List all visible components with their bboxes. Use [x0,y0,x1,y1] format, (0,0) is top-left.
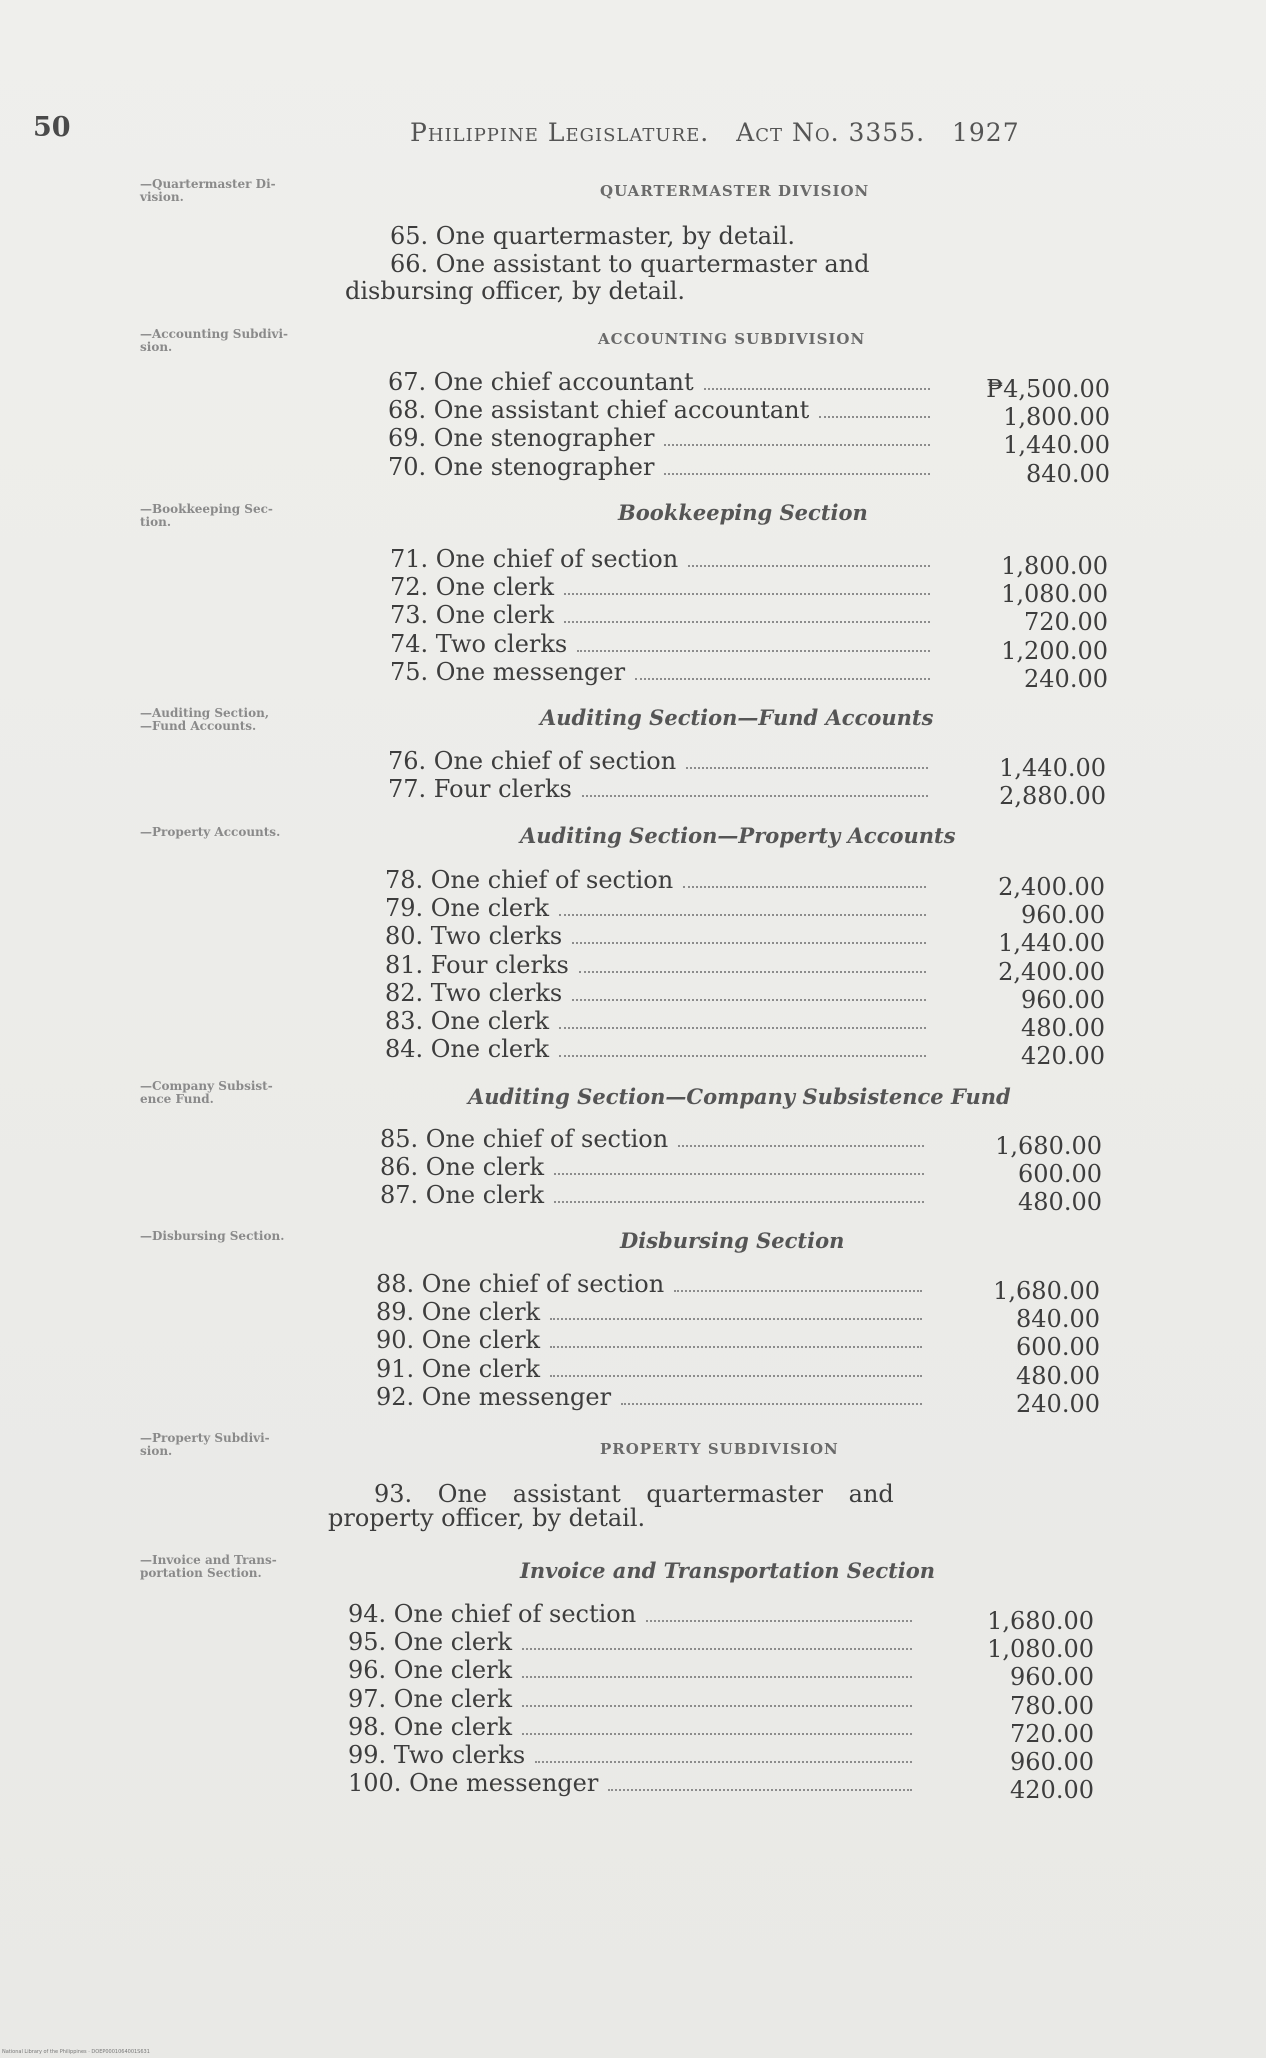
item-96-text: 96. One clerk [348,1656,513,1685]
item-72 [390,573,930,601]
heading-property-subdivision: PROPERTY SUBDIVISION [600,1440,839,1458]
header-act: Act No. 3355. [736,118,926,147]
dot-leader [522,1676,912,1678]
item-71-text: 71. One chief of section [390,545,679,573]
margin-note-quartermaster: —Quartermaster Di- vision. [140,177,276,204]
item-70 [388,453,930,481]
dot-leader [664,473,930,475]
item-77 [388,775,928,803]
item-74 [390,630,930,658]
item-78 [385,866,926,894]
item-83 [385,1007,926,1035]
item-79-amount: 960.00 [1021,901,1105,930]
item-75-amount: 240.00 [1024,664,1108,693]
item-68-text: 68. One assistant chief accountant [388,396,810,425]
item-74-amount: 1,200.00 [1001,636,1108,665]
dot-leader [522,1733,912,1735]
item-87-amount: 480.00 [1018,1188,1102,1217]
dot-leader [559,914,926,916]
item-72-amount: 1,080.00 [1001,580,1108,609]
dot-leader [688,565,930,567]
item-83-amount: 480.00 [1021,1014,1105,1042]
item-90-text: 90. One clerk [376,1326,541,1355]
item-81-text: 81. Four clerks [385,950,569,979]
item-81 [385,951,926,979]
item-91-text: 91. One clerk [376,1354,541,1383]
heading-quartermaster-division: QUARTERMASTER DIVISION [600,182,870,200]
item-100-text: 100. One messenger [348,1769,599,1798]
item-96-amount: 960.00 [1010,1663,1094,1692]
item-97-text: 97. One clerk [348,1684,513,1713]
item-99 [348,1741,912,1769]
item-79-text: 79. One clerk [385,894,550,923]
item-78-amount: 2,400.00 [998,873,1105,901]
running-header [410,118,1038,147]
item-77-amount: 2,880.00 [999,782,1106,811]
item-98-amount: 720.00 [1010,1719,1094,1748]
item-89-amount: 840.00 [1016,1305,1100,1334]
item-73 [390,601,930,629]
item-68-amount: 1,800.00 [1003,403,1110,432]
heading-company-subsistence-fund: Auditing Section—Company Subsistence Fund [468,1084,1011,1109]
item-66: 66. One assistant to quartermaster and [390,250,870,278]
item-99-amount: 960.00 [1010,1748,1094,1776]
item-87 [380,1181,924,1209]
item-88-amount: 1,680.00 [993,1277,1100,1305]
item-76-text: 76. One chief of section [388,747,677,775]
dot-leader [554,1201,924,1203]
item-87-text: 87. One clerk [380,1181,545,1210]
margin-note-accounting: —Accounting Subdivi- sion. [140,327,289,354]
item-69-amount: 1,440.00 [1003,431,1110,460]
dot-leader [564,593,930,595]
item-82-amount: 960.00 [1021,985,1105,1014]
margin-note-disbursing: —Disbursing Section. [140,1229,285,1243]
item-67-text: 67. One chief accountant [388,368,694,396]
margin-note-property-accounts: —Property Accounts. [140,825,281,839]
item-77-text: 77. Four clerks [388,775,572,804]
item-72-text: 72. One clerk [390,573,555,602]
heading-accounting-subdivision: ACCOUNTING SUBDIVISION [598,330,866,348]
heading-auditing-fund-accounts: Auditing Section—Fund Accounts [540,705,934,730]
item-97-amount: 780.00 [1010,1691,1094,1720]
item-93: 93. One assistant quartermaster and [374,1480,894,1508]
item-92-text: 92. One messenger [376,1382,612,1411]
item-67 [388,368,930,396]
item-91-amount: 480.00 [1016,1361,1100,1390]
item-94 [348,1600,912,1628]
item-95 [348,1628,912,1656]
dot-leader [564,621,930,623]
item-85-text: 85. One chief of section [380,1125,669,1153]
item-80-amount: 1,440.00 [998,929,1105,958]
footer-source-line: National Library of the Philippines · DOEP0001064001S631 [2,2049,150,2055]
dot-leader [522,1705,912,1707]
item-94-amount: 1,680.00 [987,1607,1094,1635]
item-90-amount: 600.00 [1016,1333,1100,1362]
item-93-continued: property officer, by detail. [328,1504,646,1532]
item-80-text: 80. Two clerks [385,922,563,951]
item-98-text: 98. One clerk [348,1712,513,1741]
item-99-text: 99. Two clerks [348,1741,526,1769]
dot-leader [550,1346,922,1348]
item-98 [348,1713,912,1741]
dot-leader [635,678,930,680]
item-70-amount: 840.00 [1026,459,1110,488]
item-71-amount: 1,800.00 [1001,552,1108,580]
dot-leader [559,1027,926,1029]
item-85 [380,1125,924,1153]
dot-leader [686,767,928,769]
dot-leader [550,1375,922,1377]
item-67-amount: ₱4,500.00 [986,375,1110,403]
item-100 [348,1769,912,1797]
item-92 [376,1383,922,1411]
dot-leader [582,795,928,797]
margin-note-bookkeeping: —Bookkeeping Sec- tion. [140,502,273,529]
margin-note-property-subdivision: —Property Subdivi- sion. [140,1431,270,1458]
header-year: 1927 [952,118,1020,147]
item-71 [390,545,930,573]
dot-leader [683,886,926,888]
item-75 [390,658,930,686]
item-83-text: 83. One clerk [385,1007,550,1035]
item-80 [385,922,926,950]
item-100-amount: 420.00 [1010,1776,1094,1805]
item-84-text: 84. One clerk [385,1035,550,1064]
item-86-text: 86. One clerk [380,1153,545,1182]
item-79 [385,894,926,922]
item-74-text: 74. Two clerks [390,629,568,658]
dot-leader [664,444,930,446]
item-65: 65. One quartermaster, by detail. [390,222,796,250]
dot-leader [819,416,930,418]
item-78-text: 78. One chief of section [385,866,674,894]
dot-leader [674,1290,922,1292]
item-84 [385,1035,926,1063]
dot-leader [577,650,930,652]
dot-leader [535,1761,912,1763]
dot-leader [608,1789,912,1791]
item-68 [388,396,930,424]
dot-leader [704,388,930,390]
margin-note-auditing-fund: —Auditing Section, —Fund Accounts. [140,706,269,733]
item-81-amount: 2,400.00 [998,957,1105,986]
dot-leader [572,999,926,1001]
item-82-text: 82. Two clerks [385,978,563,1007]
dot-leader [646,1620,912,1622]
item-92-amount: 240.00 [1016,1389,1100,1418]
item-69 [388,424,930,452]
dot-leader [572,942,926,944]
item-90 [376,1326,922,1354]
page-number: 50 [33,112,71,143]
item-91 [376,1355,922,1383]
heading-invoice-transportation-section: Invoice and Transportation Section [520,1558,936,1583]
item-95-amount: 1,080.00 [987,1635,1094,1664]
dot-leader [554,1173,924,1175]
dot-leader [522,1648,912,1650]
dot-leader [621,1403,922,1405]
item-70-text: 70. One stenographer [388,452,655,481]
margin-note-company: —Company Subsist- ence Fund. [140,1079,273,1106]
item-82 [385,979,926,1007]
item-96 [348,1656,912,1684]
item-86-amount: 600.00 [1018,1160,1102,1189]
item-69-text: 69. One stenographer [388,424,655,453]
item-73-text: 73. One clerk [390,601,555,630]
item-95-text: 95. One clerk [348,1628,513,1657]
item-88 [376,1270,922,1298]
margin-note-invoice: —Invoice and Trans- portation Section. [140,1553,277,1580]
heading-disbursing-section: Disbursing Section [620,1228,845,1253]
header-title: Philippine Legislature. [410,118,710,147]
dot-leader [678,1145,924,1147]
dot-leader [559,1055,926,1057]
item-86 [380,1153,924,1181]
item-66-continued: disbursing officer, by detail. [345,277,686,305]
item-76-amount: 1,440.00 [999,754,1106,782]
item-97 [348,1685,912,1713]
item-73-amount: 720.00 [1024,608,1108,637]
item-89 [376,1298,922,1326]
heading-auditing-property-accounts: Auditing Section—Property Accounts [520,823,956,848]
item-89-text: 89. One clerk [376,1298,541,1327]
item-85-amount: 1,680.00 [995,1132,1102,1160]
item-88-text: 88. One chief of section [376,1270,665,1298]
item-75-text: 75. One messenger [390,657,626,686]
item-84-amount: 420.00 [1021,1042,1105,1071]
item-76 [388,747,928,775]
dot-leader [579,971,926,973]
dot-leader [550,1318,922,1320]
heading-bookkeeping-section: Bookkeeping Section [618,500,868,525]
item-94-text: 94. One chief of section [348,1600,637,1628]
